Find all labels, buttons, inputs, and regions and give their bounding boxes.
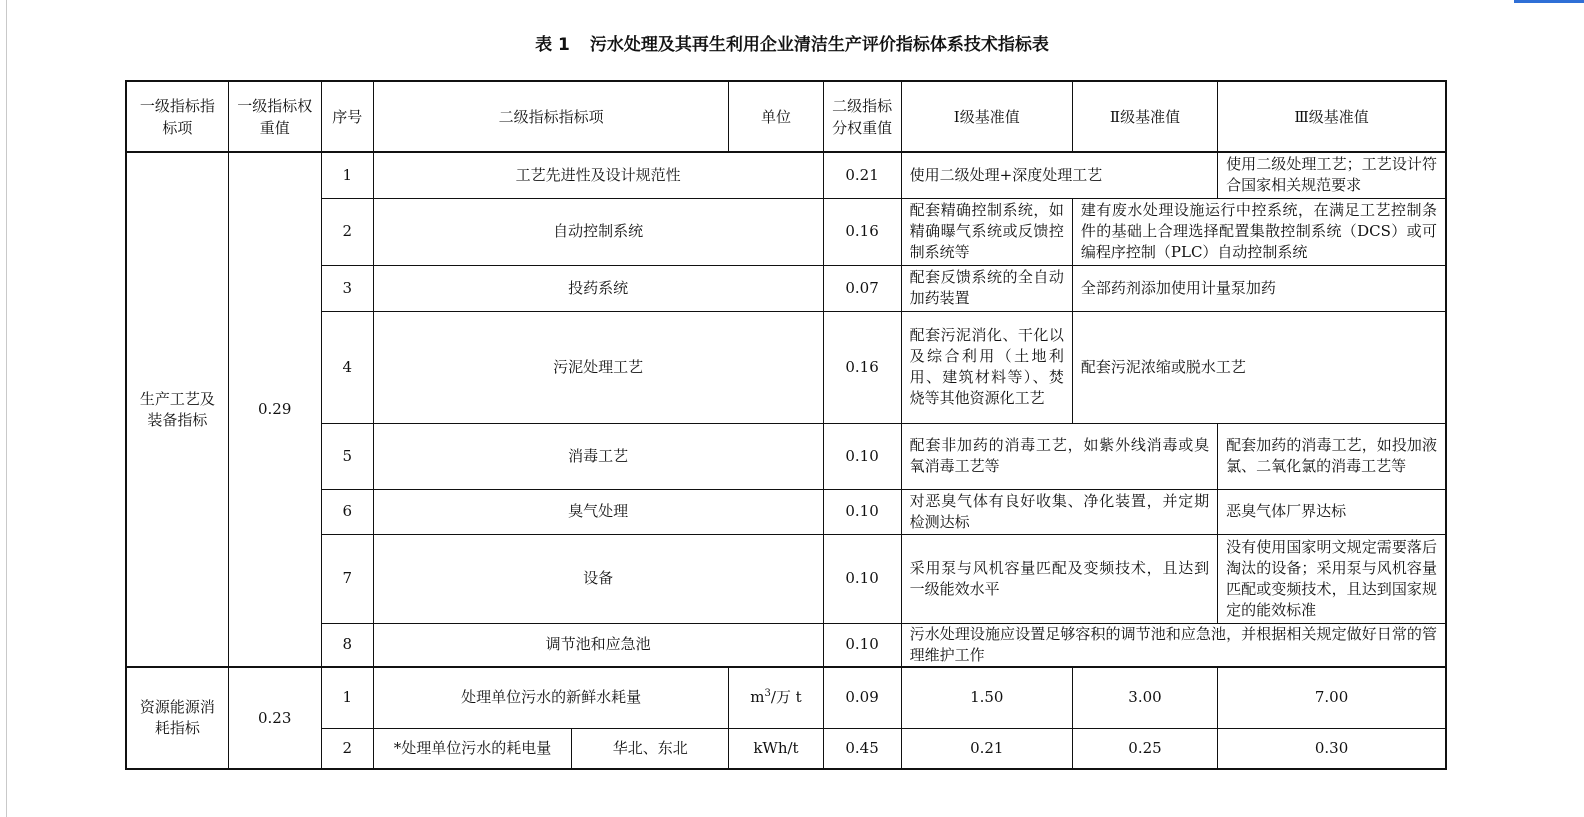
header-level2-item: 二级指标指标项 [373, 81, 729, 152]
row-number: 3 [321, 265, 373, 311]
row-level-ii-iii: 建有废水处理设施运行中控系统，在满足工艺控制条件的基础上合理选择配置集散控制系统（DCS）或可编程序控制（PLC）自动控制系统 [1072, 198, 1446, 265]
table-caption: 污水处理及其再生利用企业清洁生产评价指标体系技术指标表 [589, 35, 1049, 55]
row-number: 4 [321, 311, 373, 423]
header-level-iii: Ⅲ级基准值 [1218, 81, 1446, 152]
header-level-ii: Ⅱ级基准值 [1072, 81, 1217, 152]
row-number: 2 [321, 198, 373, 265]
row-level-i: 配套精确控制系统，如精确曝气系统或反馈控制系统等 [901, 198, 1072, 265]
row-item: *处理单位污水的耗电量 [373, 728, 571, 769]
row-number: 1 [321, 152, 373, 198]
table-row [126, 423, 1446, 489]
row-level-ii-iii: 全部药剂添加使用计量泵加药 [1072, 265, 1446, 311]
row-number: 8 [321, 623, 373, 667]
table-number: 表 1 [535, 35, 570, 55]
row-weight: 0.10 [823, 423, 901, 489]
row-weight: 0.07 [823, 265, 901, 311]
row-number: 2 [321, 728, 373, 769]
row-item: 消毒工艺 [373, 423, 823, 489]
row-item: 工艺先进性及设计规范性 [373, 152, 823, 198]
section-weight: 0.29 [228, 152, 321, 667]
table-row [126, 728, 1446, 769]
header-level1-item: 一级指标指标项 [126, 81, 228, 152]
section-name: 生产工艺及装备指标 [126, 152, 228, 667]
table-row [126, 265, 1446, 311]
row-weight: 0.09 [823, 667, 901, 728]
section-weight: 0.23 [228, 667, 321, 769]
row-level-iii: 没有使用国家明文规定需要落后淘汰的设备；采用泵与风机容量匹配或变频技术，且达到国家规定的能效标准 [1218, 534, 1446, 623]
row-unit: kWh/t [729, 728, 823, 769]
table-title [0, 30, 1584, 55]
table-row [126, 198, 1446, 265]
row-number: 7 [321, 534, 373, 623]
row-item: 处理单位污水的新鲜水耗量 [373, 667, 729, 728]
row-weight: 0.45 [823, 728, 901, 769]
table-row [126, 311, 1446, 423]
row-item: 设备 [373, 534, 823, 623]
row-number: 6 [321, 489, 373, 534]
header-seq: 序号 [321, 81, 373, 152]
header-level2-weight: 二级指标分权重值 [823, 81, 901, 152]
table-row [126, 667, 1446, 728]
row-level-i: 0.21 [901, 728, 1072, 769]
header-level1-weight: 一级指标权重值 [228, 81, 321, 152]
header-level-i: Ⅰ级基准值 [901, 81, 1072, 152]
row-level-ii: 0.25 [1072, 728, 1217, 769]
header-unit: 单位 [729, 81, 823, 152]
table-row [126, 534, 1446, 623]
row-number: 1 [321, 667, 373, 728]
header-row [126, 81, 1446, 152]
corner-accent [1514, 0, 1584, 3]
row-level-i: 配套污泥消化、干化以及综合利用（土地利用、建筑材料等）、焚烧等其他资源化工艺 [901, 311, 1072, 423]
row-level-iii: 7.00 [1218, 667, 1446, 728]
section-name: 资源能源消耗指标 [126, 667, 228, 769]
row-weight: 0.21 [823, 152, 901, 198]
indicator-table [125, 80, 1447, 770]
row-level-iii: 配套加药的消毒工艺，如投加液氯、二氧化氯的消毒工艺等 [1218, 423, 1446, 489]
table-row [126, 152, 1446, 198]
table-row [126, 489, 1446, 534]
row-item: 投药系统 [373, 265, 823, 311]
page-left-rule [6, 0, 7, 817]
row-weight: 0.16 [823, 198, 901, 265]
row-level-i-ii: 配套非加药的消毒工艺，如紫外线消毒或臭氧消毒工艺等 [901, 423, 1217, 489]
row-level-i: 1.50 [901, 667, 1072, 728]
unit-superscript: 3 [764, 688, 771, 700]
row-region: 华北、东北 [572, 728, 729, 769]
row-level-iii: 使用二级处理工艺；工艺设计符合国家相关规范要求 [1218, 152, 1446, 198]
row-level-i-ii: 采用泵与风机容量匹配及变频技术，且达到一级能效水平 [901, 534, 1217, 623]
row-number: 5 [321, 423, 373, 489]
row-level-i: 配套反馈系统的全自动加药装置 [901, 265, 1072, 311]
row-level-i-ii: 对恶臭气体有良好收集、净化装置，并定期检测达标 [901, 489, 1217, 534]
row-level-iii: 0.30 [1218, 728, 1446, 769]
row-level-all: 污水处理设施应设置足够容积的调节池和应急池，并根据相关规定做好日常的管理维护工作 [901, 623, 1446, 667]
row-item: 调节池和应急池 [373, 623, 823, 667]
row-item: 自动控制系统 [373, 198, 823, 265]
row-weight: 0.16 [823, 311, 901, 423]
unit-main: m [750, 688, 765, 707]
table-row [126, 623, 1446, 667]
row-item: 污泥处理工艺 [373, 311, 823, 423]
row-weight: 0.10 [823, 534, 901, 623]
row-level-ii-iii: 配套污泥浓缩或脱水工艺 [1072, 311, 1446, 423]
row-weight: 0.10 [823, 489, 901, 534]
unit-rest: /万 t [770, 688, 802, 707]
row-level-iii: 恶臭气体厂界达标 [1218, 489, 1446, 534]
row-level-ii: 3.00 [1072, 667, 1217, 728]
row-unit [729, 667, 823, 728]
row-level-i-ii: 使用二级处理+深度处理工艺 [901, 152, 1217, 198]
row-item: 臭气处理 [373, 489, 823, 534]
row-weight: 0.10 [823, 623, 901, 667]
